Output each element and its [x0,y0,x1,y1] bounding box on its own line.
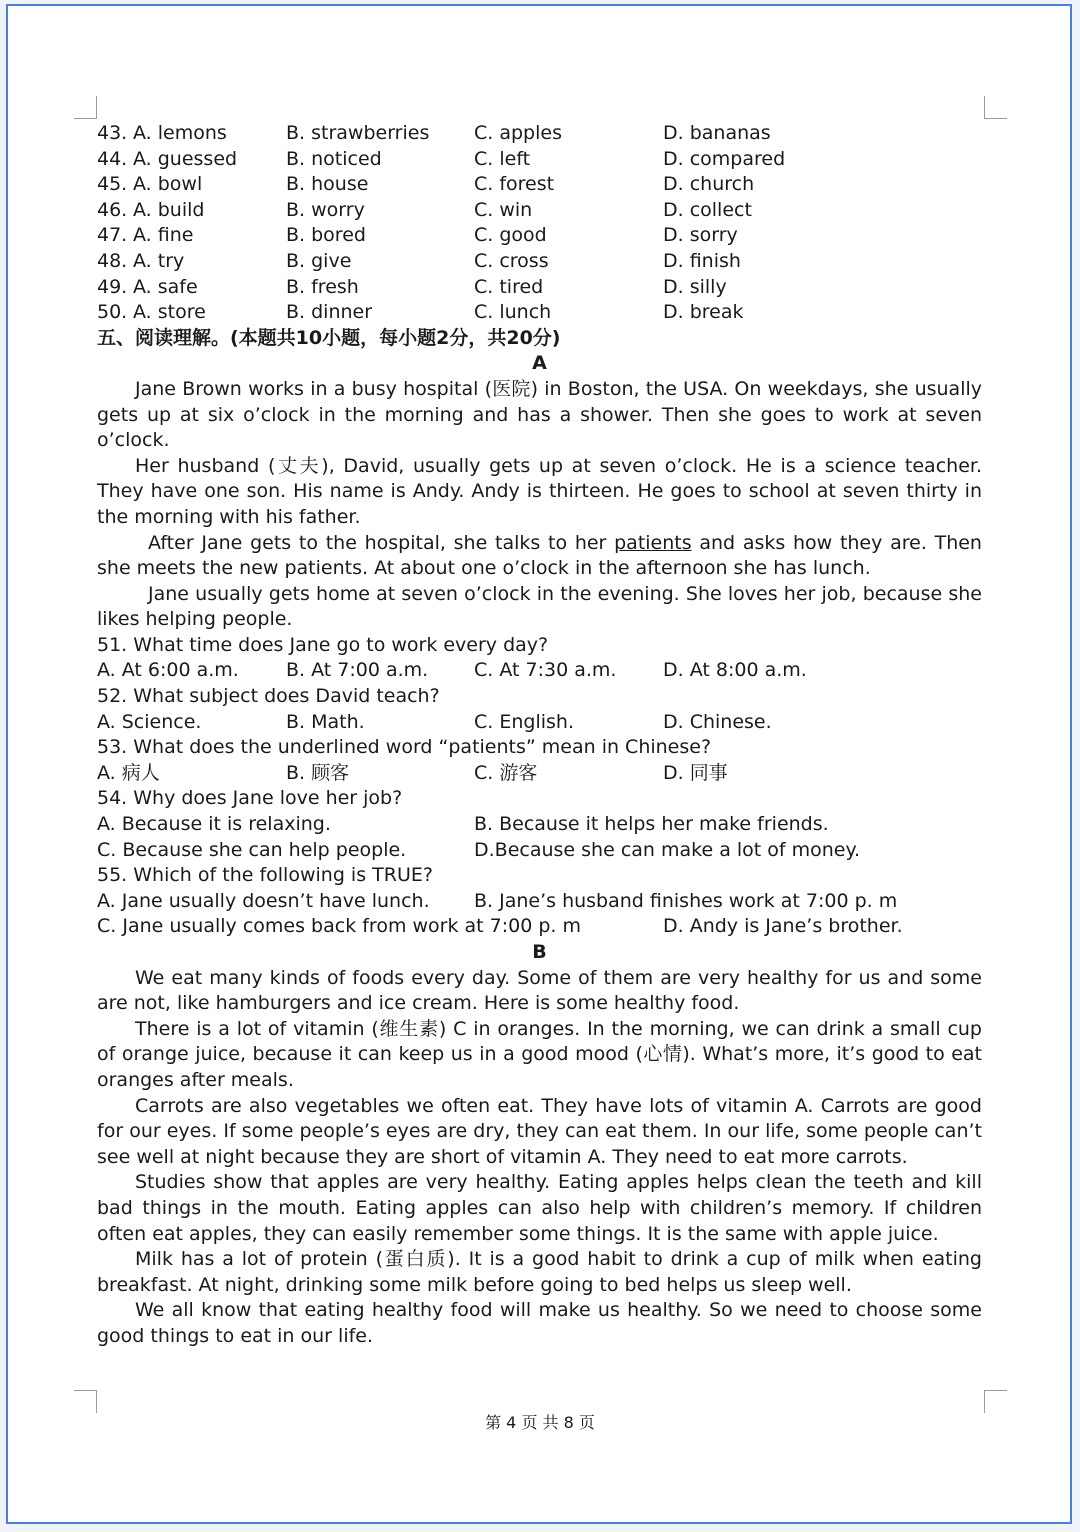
passage-a-paragraph [97,531,982,582]
passage-b-paragraph: There is a lot of vitamin (维生素) C in oranges. In the morning, we can drink a small cup of orange juice, because it can keep us in a good mood (心情). What’s more, it’s good to eat oranges after meals. [97,1017,982,1091]
option-c: C. left [474,147,531,170]
option-c: C. good [474,224,547,247]
option-a: A. Jane usually doesn’t have lunch. [97,889,430,912]
question-55: 55. Which of the following is TRUE? [97,864,433,887]
passage-b-paragraph: We eat many kinds of foods every day. Some of them are very healthy for us and some are not, like hamburgers and ice cream. Here is some healthy food. [97,966,982,1015]
question-number: 46. [97,198,128,221]
option-d: D. 同事 [663,761,728,784]
option-c: C. win [474,198,533,221]
option-c: C. English. [474,710,574,733]
question-number: 47. [97,224,128,247]
option-c: C. forest [474,173,555,196]
option-d: D. compared [663,147,786,170]
option-b: B. house [286,173,369,196]
option-c: C. apples [474,122,562,144]
option-d: D. Chinese. [663,710,772,733]
cloze-row [97,249,982,275]
option-a: A. fine [133,224,194,247]
option-a: A. 病人 [97,761,160,784]
crop-mark-top-left [74,96,97,119]
option-c: C. cross [474,249,549,272]
option-c: C. Because she can help people. [97,838,407,861]
paragraph-text: After Jane gets to the hospital, she talks to her [148,531,615,554]
option-b: B. Because it helps her make friends. [474,813,829,836]
option-b: B. bored [286,224,366,247]
section-heading: 五、阅读理解。(本题共10小题，每小题2分，共20分) [97,326,561,349]
passage-a-paragraph: Her husband (丈夫), David, usually gets up at seven o’clock. He is a science teacher. They have one son. His name is Andy. Andy is thirteen. He goes to school at seven thirty in the morning with his father. [97,454,982,528]
passage-b-paragraph: Studies show that apples are very healthy. Eating apples helps clean the teeth and kill bad things in the mouth. Eating apples can also help with children’s memory. If children often eat apples, they can easily remember some things. It is the same with apple juice. [97,1171,982,1245]
option-b: B. give [286,249,352,272]
option-d: D. sorry [663,224,738,247]
option-d: D. bananas [663,122,771,144]
option-a: A. try [133,249,185,272]
option-c: C. 游客 [474,761,538,784]
cloze-row [97,147,982,173]
question-number: 44. [97,147,128,170]
option-c: C. At 7:30 a.m. [474,659,617,682]
passage-a-paragraph: Jane Brown works in a busy hospital (医院) in Boston, the USA. On weekdays, she usually gets up at six o’clock in the morning and has a shower. Then she goes to work at seven o’clock. [97,377,982,452]
option-d: D. silly [663,275,727,298]
option-b: B. Math. [286,710,365,733]
question-54-options-row2 [97,838,982,864]
option-a: A. lemons [133,122,227,144]
option-b: B. strawberries [286,122,430,144]
option-b: B. dinner [286,301,373,324]
option-d: D. Andy is Jane’s brother. [663,915,903,938]
paragraph-text: and asks how they are. Then she meets the new patients. At about one o’clock in the afternoon she has lunch. [97,531,982,580]
cloze-row [97,121,982,147]
question-53-options [97,761,982,787]
option-a: A. bowl [133,173,203,196]
question-55-options-row1 [97,889,982,915]
option-a: A. safe [133,275,198,298]
question-54: 54. Why does Jane love her job? [97,787,403,810]
option-b: B. noticed [286,147,382,170]
question-number: 45. [97,173,128,196]
option-b: B. At 7:00 a.m. [286,659,429,682]
question-51-options [97,658,982,684]
underlined-word: patients [614,531,692,554]
cloze-row [97,172,982,198]
cloze-row [97,223,982,249]
option-a: A. guessed [133,147,238,170]
option-c: C. Jane usually comes back from work at 7:00 p. m [97,915,581,938]
option-b: B. worry [286,198,365,221]
option-b: B. Jane’s husband finishes work at 7:00 p. m [474,889,898,912]
question-number: 48. [97,249,128,272]
option-b: B. fresh [286,275,359,298]
option-d: D. collect [663,198,752,221]
passage-b-paragraph: Carrots are also vegetables we often eat. They have lots of vitamin A. Carrots are good for our eyes. If some people’s eyes are dry, they can eat them. In our life, some people can’t see well at night because they are short of vitamin A. They need to eat more carrots. [97,1094,982,1168]
option-c: C. tired [474,275,544,298]
question-number: 43. [97,122,128,144]
question-54-options-row1 [97,812,982,838]
question-51: 51. What time does Jane go to work every day? [97,633,549,656]
passage-b-label: B [532,941,547,963]
option-d: D. At 8:00 a.m. [663,659,807,682]
passage-a-paragraph: Jane usually gets home at seven o’clock in the evening. She loves her job, because she likes helping people. [97,582,982,631]
option-d: D. break [663,301,744,324]
option-a: A. store [133,301,206,324]
question-number: 49. [97,275,128,298]
option-a: A. Because it is relaxing. [97,813,331,836]
cloze-row [97,275,982,301]
passage-b-paragraph: Milk has a lot of protein (蛋白质). It is a good habit to drink a cup of milk when eating breakfast. At night, drinking some milk before going to bed helps us sleep well. [97,1248,982,1296]
crop-mark-top-right [984,96,1007,119]
option-a: A. build [133,198,205,221]
question-52-options [97,710,982,736]
passage-b-paragraph: We all know that eating healthy food will make us healthy. So we need to choose some good things to eat in our life. [97,1299,982,1347]
option-d: D.Because she can make a lot of money. [474,838,861,861]
question-55-options-row2 [97,914,982,940]
cloze-options [97,121,982,326]
exam-content [97,121,982,1350]
question-52: 52. What subject does David teach? [97,685,440,708]
passage-a-label: A [532,352,547,375]
option-b: B. 顾客 [286,761,350,784]
option-d: D. church [663,173,755,196]
page-number: 第 4 页 共 8 页 [485,1413,595,1432]
cloze-row [97,198,982,224]
question-number: 50. [97,301,128,324]
cloze-row [97,300,982,326]
option-a: A. At 6:00 a.m. [97,659,239,682]
question-53: 53. What does the underlined word “patients” mean in Chinese? [97,736,712,759]
option-a: A. Science. [97,710,202,733]
option-c: C. lunch [474,301,552,324]
option-d: D. finish [663,249,741,272]
